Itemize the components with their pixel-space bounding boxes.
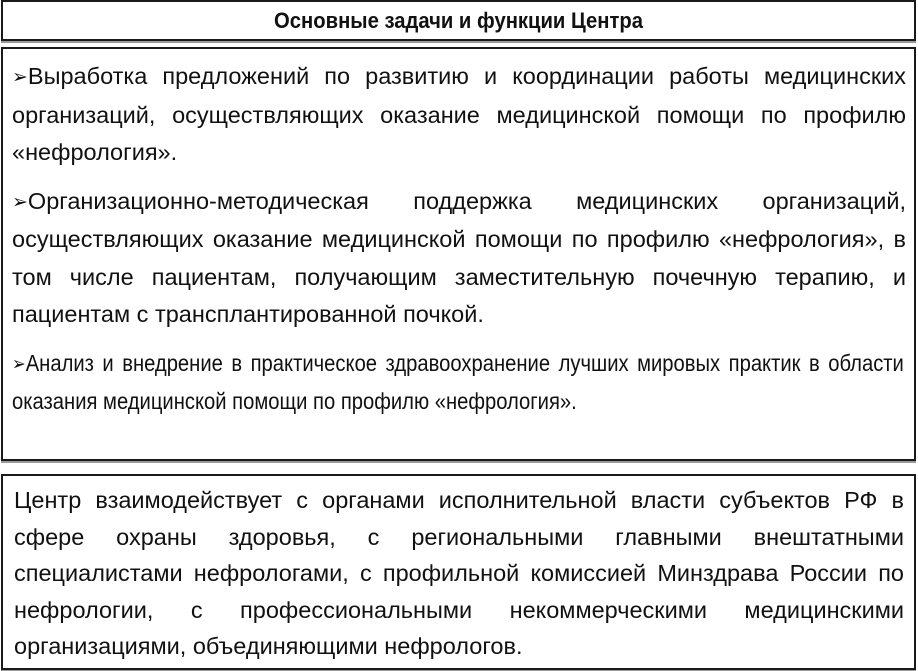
task-text: Организационно-методическая поддержка медицинских организаций, осуществляющих оказание медицинской помощи по профилю «нефрология», в том числе пациентам, получающим заместительную почечную терапию, и пациентам с трансплантированной почкой. <box>12 187 906 327</box>
task-text: Выработка предложений по развитию и координации работы медицинских организаций, осуществляющих оказание медицинской помощи по профилю «нефрология». <box>12 63 906 165</box>
arrow-bullet-icon: ➢ <box>12 191 28 213</box>
task-item <box>12 183 906 334</box>
arrow-bullet-icon: ➢ <box>12 67 28 88</box>
task-item <box>12 58 906 172</box>
cooperation-text: Центр взаимодействует с органами исполнительной власти субъектов РФ в сфере охраны здоровья, с региональными главными внештатными специалистами нефрологами, с профильной комиссией Минздрава России по нефрологии, с профессиональными некоммерческими медицинскими организациями, объединяющими нефрологов. <box>14 487 904 659</box>
page-title: Основные задачи и функции Центра <box>273 7 644 33</box>
title-box <box>1 0 916 41</box>
tasks-box <box>1 47 916 461</box>
cooperation-box <box>1 474 916 670</box>
task-item <box>12 345 904 421</box>
arrow-bullet-icon: ➢ <box>12 353 26 375</box>
task-text: Анализ и внедрение в практическое здравоохранение лучших мировых практик в области оказания медицинской помощи по профилю «нефрология». <box>12 349 904 414</box>
